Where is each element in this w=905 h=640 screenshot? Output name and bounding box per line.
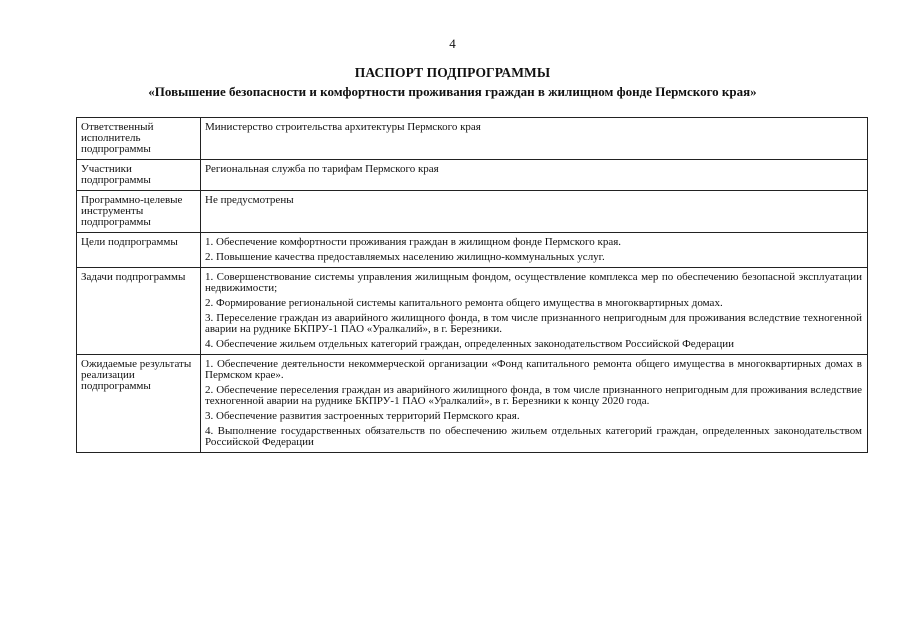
row-label: Программно-целевые инструменты подпрограммы [77, 191, 201, 233]
row-content [201, 118, 868, 160]
row-content [201, 191, 868, 233]
row-label: Цели подпрограммы [77, 233, 201, 268]
list-item: 1. Совершенствование системы управления жилищным фондом, осуществление комплекса мер по обеспечению безопасной эксплуатации недвижимости; [205, 271, 862, 294]
list-item: 2. Повышение качества предоставляемых населению жилищно-коммунальных услуг. [205, 251, 605, 263]
table-row [77, 233, 868, 268]
list-item: 2. Формирование региональной системы капитального ремонта общего имущества в многоквартирных домах. [205, 297, 723, 309]
row-label: Задачи подпрограммы [77, 268, 201, 355]
list-item: Министерство строительства архитектуры Пермского края [205, 121, 481, 133]
list-item: Региональная служба по тарифам Пермского края [205, 163, 439, 175]
table-row [77, 268, 868, 355]
list-item: 3. Обеспечение развития застроенных территорий Пермского края. [205, 410, 520, 422]
passport-table [76, 117, 868, 453]
document-subtitle: «Повышение безопасности и комфортности проживания граждан в жилищном фонде Пермского края» [148, 84, 757, 99]
row-content [201, 233, 868, 268]
row-content [201, 355, 868, 453]
table-row [77, 118, 868, 160]
list-item: Не предусмотрены [205, 194, 294, 206]
row-label: Участники подпрограммы [77, 160, 201, 191]
list-item: 2. Обеспечение переселения граждан из аварийного жилищного фонда, в том числе признанного непригодным для проживания вследствие техногенной аварии на руднике БКПРУ-1 ПАО «Уралкалий», в г. Березники к концу 2020 года. [205, 384, 862, 407]
list-item: 3. Переселение граждан из аварийного жилищного фонда, в том числе признанного непригодным для проживания вследствие техногенной аварии на руднике БКПРУ-1 ПАО «Уралкалий», в г. Березники. [205, 312, 862, 335]
row-content [201, 160, 868, 191]
table-row [77, 191, 868, 233]
list-item: 1. Обеспечение комфортности проживания граждан в жилищном фонде Пермского края. [205, 236, 622, 248]
row-label: Ожидаемые результаты реализации подпрограммы [77, 355, 201, 453]
row-label: Ответственный исполнитель подпрограммы [77, 118, 201, 160]
page-number: 4 [449, 36, 456, 51]
list-item: 1. Обеспечение деятельности некоммерческой организации «Фонд капитального ремонта общего имущества в многоквартирных домах в Пермском крае». [205, 358, 862, 381]
passport-table-body [77, 118, 868, 453]
document-title: ПАСПОРТ ПОДПРОГРАММЫ [354, 65, 551, 80]
row-content [201, 268, 868, 355]
table-row [77, 160, 868, 191]
list-item: 4. Обеспечение жильем отдельных категорий граждан, определенных законодательством Российской Федерации [205, 338, 735, 350]
list-item: 4. Выполнение государственных обязательств по обеспечению жильем отдельных категорий граждан, определенных законодательством Российской Федерации [205, 425, 862, 448]
table-row [77, 355, 868, 453]
